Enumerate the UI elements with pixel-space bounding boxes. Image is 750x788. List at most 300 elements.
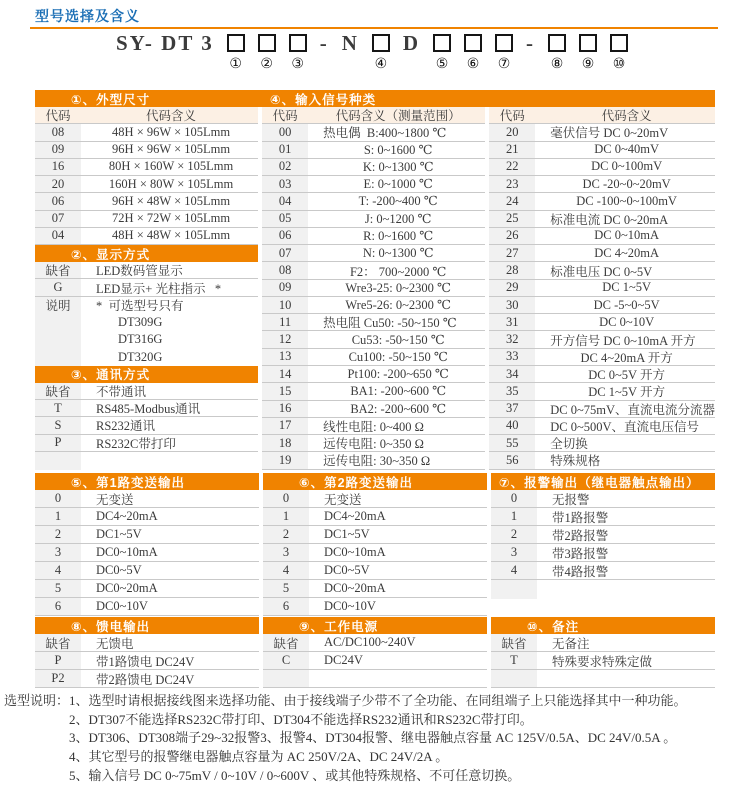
section-bar-alarm: ⑦、报警输出（继电器触点输出） <box>491 473 715 490</box>
code-cell: 09 <box>35 142 81 158</box>
code-cell: 2 <box>263 526 309 543</box>
value-cell <box>312 670 487 687</box>
table-row <box>35 417 258 434</box>
code-cell: 30 <box>489 297 535 313</box>
value-cell: DC4~20mA <box>324 509 386 523</box>
notes-label: 选型说明： <box>4 693 70 708</box>
table-row <box>263 634 487 652</box>
code-cell: 21 <box>489 142 535 158</box>
model-token <box>403 32 420 54</box>
table-row <box>489 228 715 245</box>
code-cell: 37 <box>489 401 535 417</box>
model-circled-number: ① <box>229 56 242 72</box>
value-cell: DC 0~40mV <box>594 142 660 157</box>
section-bar-supply: ⑨、工作电源 <box>263 617 487 634</box>
model-text: D <box>402 31 421 55</box>
table-row <box>262 297 485 314</box>
value-cell: Wre3-25: 0~2300 ℃ <box>345 280 451 295</box>
value-cell: DC1~5V <box>96 527 142 541</box>
table-row <box>263 580 487 598</box>
value-cell: 带2路馈电 DC24V <box>96 672 195 687</box>
code-cell: 20 <box>35 176 81 192</box>
value-cell: DC 1~5V <box>602 280 652 295</box>
table-row <box>489 280 715 297</box>
input-signal-rows-1 <box>262 124 485 469</box>
table-row <box>262 193 485 210</box>
display-rows <box>35 262 258 366</box>
value-cell: AC/DC100~240V <box>324 635 416 649</box>
code-cell: 33 <box>489 349 535 365</box>
feed-rows <box>35 634 259 688</box>
value-cell: DC0~10V <box>324 599 376 613</box>
table-row <box>489 159 715 176</box>
value-cell: 热电偶 B:400~1800 ℃ <box>323 126 447 141</box>
table-row <box>262 245 485 262</box>
table-row <box>262 349 485 366</box>
code-cell: 14 <box>262 366 308 382</box>
value-cell: S: 0~1600 ℃ <box>363 142 433 157</box>
value-cell: R: 0~1600 ℃ <box>363 228 434 243</box>
code-cell: 11 <box>262 314 308 330</box>
value-cell: DC1~5V <box>324 527 370 541</box>
model-option-box <box>548 34 566 52</box>
value-cell: 无备注 <box>552 636 590 651</box>
table-row <box>35 544 259 562</box>
code-cell: 08 <box>35 124 81 140</box>
table-row <box>262 435 485 452</box>
note-line: 4、其它型号的报警继电器触点容量为 AC 250V/2A、DC 24V/2A 。 <box>69 749 449 765</box>
title-underline <box>30 27 718 29</box>
table-row <box>262 262 485 279</box>
model-token <box>227 32 245 72</box>
value-cell: DC0~5V <box>324 563 370 577</box>
table-row <box>262 124 485 141</box>
value-cell: DT309G <box>118 315 163 330</box>
column-output-2 <box>263 473 487 613</box>
value-cell: DC 4~20mA 开方 <box>580 350 673 365</box>
table-row <box>35 562 259 580</box>
code-cell: 2 <box>491 526 537 543</box>
value-cell: DT316G <box>118 332 163 347</box>
model-token <box>320 32 329 54</box>
model-token <box>610 32 628 72</box>
code-cell: P2 <box>35 670 81 687</box>
section-bar-communication: ③、通讯方式 <box>35 366 258 383</box>
table-row <box>35 211 258 228</box>
model-option-box <box>495 34 513 52</box>
code-cell: 0 <box>35 490 81 507</box>
table-row <box>491 544 715 562</box>
input-signal-rows-2 <box>489 124 715 469</box>
model-circled-number: ④ <box>374 56 388 72</box>
column-dimensions <box>35 107 258 470</box>
table-row <box>262 211 485 228</box>
table-row <box>35 142 258 159</box>
code-cell: 34 <box>489 366 535 382</box>
header-code: 代码 <box>45 109 71 124</box>
table-row <box>35 262 258 279</box>
section-title-input-signals: ④、输入信号种类 <box>270 92 377 107</box>
code-cell: 04 <box>35 228 81 244</box>
code-cell: 缺省 <box>35 383 81 399</box>
code-cell: S <box>35 417 81 433</box>
note-line: 3、DT306、DT308端子29~32报警3、报警4、DT304报警、继电器触点容量 AC 125V/0.5A、DC 24V/0.5A 。 <box>69 730 677 746</box>
table-row <box>262 314 485 331</box>
header-meaning: 代码含义 <box>146 109 197 124</box>
value-cell: 带2路报警 <box>552 528 609 543</box>
table-row <box>35 279 258 296</box>
value-cell: DC0~20mA <box>96 581 158 595</box>
code-cell: 02 <box>262 159 308 175</box>
table-row <box>263 490 487 508</box>
code-cell: 35 <box>489 383 535 399</box>
table-row <box>262 142 485 159</box>
model-token <box>258 32 276 72</box>
code-cell: 0 <box>263 490 309 507</box>
code-cell: 10 <box>262 297 308 313</box>
table-row <box>489 452 715 469</box>
code-cell: 4 <box>263 562 309 579</box>
value-cell: BA2: -200~600 ℃ <box>350 401 447 416</box>
value-cell: Pt100: -200~650 ℃ <box>347 367 449 382</box>
value-cell: 48H × 96W × 105Lmm <box>112 124 231 139</box>
table-row <box>489 245 715 262</box>
table-row <box>263 670 487 688</box>
table-row <box>491 670 715 688</box>
header-meaning: 代码含义 <box>601 109 652 124</box>
code-cell: 07 <box>35 211 81 227</box>
value-cell: DC4~20mA <box>96 509 158 523</box>
value-cell: 96H × 96W × 105Lmm <box>112 142 231 157</box>
table-row <box>489 176 715 193</box>
code-cell: 19 <box>262 452 308 468</box>
code-cell: 31 <box>489 314 535 330</box>
model-circled-number: ⑦ <box>497 56 511 72</box>
table-row <box>263 544 487 562</box>
model-circled-number: ③ <box>291 56 304 72</box>
table-row <box>489 349 715 366</box>
value-cell: 标准电压 DC 0~5V <box>550 264 653 279</box>
header-code: 代码 <box>272 109 298 124</box>
value-cell: RS485-Modbus通讯 <box>96 402 201 417</box>
model-circled-number: ⑨ <box>581 56 595 72</box>
value-cell: DC 0~100mV <box>591 159 663 174</box>
code-cell: 6 <box>35 598 81 615</box>
table-header-row <box>262 107 485 124</box>
value-cell: 远传电阻: 0~350 Ω <box>323 437 424 452</box>
upper-tables <box>35 90 715 470</box>
value-cell: 160H × 80W × 105Lmm <box>108 176 234 191</box>
table-row <box>489 418 715 435</box>
table-row <box>489 331 715 348</box>
code-cell: 29 <box>489 280 535 296</box>
code-cell: 12 <box>262 331 308 347</box>
column-feed-power <box>35 617 259 687</box>
value-cell: 带1路馈电 DC24V <box>96 654 195 669</box>
table-row <box>35 193 258 210</box>
model-option-box <box>464 34 482 52</box>
table-row <box>489 383 715 400</box>
model-circled-number: ⑤ <box>435 56 449 72</box>
code-cell: 55 <box>489 435 535 451</box>
column-input-signals-1 <box>262 107 485 470</box>
table-row <box>489 211 715 228</box>
table-row <box>489 314 715 331</box>
code-cell: 2 <box>35 526 81 543</box>
value-cell: 96H × 48W × 105Lmm <box>112 193 231 208</box>
value-cell: E: 0~1000 ℃ <box>363 177 433 192</box>
value-cell: F2： 700~2000 ℃ <box>349 264 447 279</box>
table-row <box>491 490 715 508</box>
model-token <box>548 32 566 72</box>
table-row <box>262 383 485 400</box>
model-token <box>579 32 597 72</box>
table-row <box>35 580 259 598</box>
code-cell: 23 <box>489 176 535 192</box>
code-cell: 05 <box>262 211 308 227</box>
code-cell <box>35 348 81 365</box>
table-row <box>489 435 715 452</box>
code-cell: 16 <box>262 401 308 417</box>
value-cell: 热电阻 Cu50: -50~150 ℃ <box>323 316 457 331</box>
supply-rows <box>263 634 487 688</box>
model-option-box <box>610 34 628 52</box>
table-row <box>262 401 485 418</box>
table-row <box>262 176 485 193</box>
value-cell <box>540 670 715 687</box>
code-cell: 18 <box>262 435 308 451</box>
table-row <box>35 331 258 348</box>
value-cell: DC24V <box>324 653 363 667</box>
table-row <box>491 526 715 544</box>
code-cell: 1 <box>491 508 537 525</box>
table-row <box>35 124 258 141</box>
value-cell: DC0~10V <box>96 599 148 613</box>
code-cell: 6 <box>263 598 309 615</box>
value-cell: Cu100: -50~150 ℃ <box>348 349 448 364</box>
value-cell: 无变送 <box>324 492 362 507</box>
dimension-rows <box>35 124 258 245</box>
model-circled-number: ⑥ <box>466 56 480 72</box>
code-cell: 07 <box>262 245 308 261</box>
code-cell: 缺省 <box>491 634 537 651</box>
section-bar-output1: ⑤、第1路变送输出 <box>35 473 259 490</box>
model-option-box <box>289 34 307 52</box>
table-row <box>489 366 715 383</box>
value-cell: 特殊要求特殊定做 <box>552 654 653 669</box>
value-cell: 无变送 <box>96 492 134 507</box>
table-header-row <box>35 107 258 124</box>
model-option-box <box>579 34 597 52</box>
model-option-box <box>372 34 390 52</box>
table-row <box>262 452 485 469</box>
lower-tables <box>35 617 715 687</box>
code-cell <box>35 314 81 331</box>
communication-rows <box>35 383 258 452</box>
code-cell: 06 <box>35 193 81 209</box>
model-option-box <box>227 34 245 52</box>
code-cell: 20 <box>489 124 535 140</box>
code-cell: 32 <box>489 331 535 347</box>
value-cell: DC -100~0~100mV <box>576 193 677 208</box>
value-cell: K: 0~1300 ℃ <box>362 159 434 174</box>
column-output-1 <box>35 473 259 613</box>
table-row <box>489 297 715 314</box>
table-row <box>263 508 487 526</box>
value-cell: DC0~20mA <box>324 581 386 595</box>
column-supply <box>263 617 487 671</box>
table-filler <box>491 580 715 599</box>
code-cell: 40 <box>489 418 535 434</box>
value-cell: DC 0~75mV、直流电流分流器 <box>550 402 716 417</box>
model-token <box>289 32 307 72</box>
code-cell: 4 <box>35 562 81 579</box>
code-cell: 缺省 <box>35 262 81 278</box>
model-text: - <box>526 31 536 55</box>
code-cell: 13 <box>262 349 308 365</box>
middle-tables <box>35 473 715 613</box>
table-row <box>35 383 258 400</box>
table-filler <box>35 452 258 470</box>
value-cell: RS232通讯 <box>96 419 156 434</box>
code-cell: 24 <box>489 193 535 209</box>
value-cell: 48H × 48W × 105Lmm <box>112 228 231 243</box>
table-row <box>489 124 715 141</box>
code-cell: 0 <box>491 490 537 507</box>
code-cell: 28 <box>489 262 535 278</box>
value-cell: 开方信号 DC 0~10mA 开方 <box>550 333 696 348</box>
table-row <box>491 562 715 580</box>
table-row <box>489 193 715 210</box>
table-row <box>262 159 485 176</box>
code-cell: 00 <box>262 124 308 140</box>
section-title-dimensions: ①、外型尺寸 <box>71 92 151 107</box>
page-title: 型号选择及含义 <box>35 8 140 24</box>
table-row <box>35 634 259 652</box>
table-row <box>35 159 258 176</box>
table-row <box>262 228 485 245</box>
table-row <box>263 562 487 580</box>
model-token <box>116 32 214 54</box>
value-cell: 带3路报警 <box>552 546 609 561</box>
value-cell: DT320G <box>118 349 163 364</box>
table-row <box>262 280 485 297</box>
code-cell: P <box>35 435 81 451</box>
note-line: 1、选型时请根据接线图来选择功能、由于接线端子少带不了全功能、在同组端子上只能选择其中一种功能。 <box>69 693 687 708</box>
table-row <box>35 228 258 245</box>
note-line: 5、输入信号 DC 0~75mV / 0~10V / 0~600V 、或其他特殊规格、不可任意切换。 <box>69 767 521 783</box>
value-cell: BA1: -200~600 ℃ <box>350 384 447 399</box>
value-cell: 72H × 72W × 105Lmm <box>112 211 231 226</box>
code-cell: 1 <box>263 508 309 525</box>
code-cell: 16 <box>35 159 81 175</box>
code-cell: 25 <box>489 211 535 227</box>
table-row <box>491 508 715 526</box>
value-cell: DC 0~10V <box>599 314 655 329</box>
table-row <box>489 142 715 159</box>
table-row <box>262 418 485 435</box>
model-circled-number: ② <box>260 56 273 72</box>
code-cell: 5 <box>263 580 309 597</box>
code-cell: G <box>35 279 81 295</box>
output1-rows <box>35 490 259 616</box>
model-token <box>495 32 513 72</box>
code-cell <box>263 670 309 687</box>
value-cell: 远传电阻: 30~350 Ω <box>323 454 431 469</box>
value-cell: 毫伏信号 DC 0~20mV <box>550 126 669 141</box>
value-cell: 全切换 <box>550 437 588 452</box>
value-cell: Wre5-26: 0~2300 ℃ <box>345 298 451 313</box>
table-row <box>35 400 258 417</box>
table-row <box>35 297 258 314</box>
lower-columns <box>35 617 715 687</box>
code-cell: 缺省 <box>263 634 309 651</box>
remark-rows <box>491 634 715 688</box>
model-circled-number: ⑧ <box>550 56 564 72</box>
code-cell: T <box>35 400 81 416</box>
table-row <box>491 634 715 652</box>
table-row <box>491 652 715 670</box>
code-cell: 3 <box>35 544 81 561</box>
value-cell: T: -200~400 ℃ <box>358 194 438 209</box>
code-cell: 06 <box>262 228 308 244</box>
code-cell: 09 <box>262 280 308 296</box>
table-row <box>35 598 259 616</box>
output2-rows <box>263 490 487 616</box>
section-bar-output2: ⑥、第2路变送输出 <box>263 473 487 490</box>
model-text: - <box>319 31 329 55</box>
model-text: N <box>341 31 359 55</box>
code-cell: T <box>491 652 537 669</box>
value-cell: 80H × 160W × 105Lmm <box>108 159 234 174</box>
code-cell: 说明 <box>35 297 81 314</box>
code-cell <box>35 331 81 348</box>
value-cell: * 可选型号只有 <box>96 299 184 314</box>
code-cell: C <box>263 652 309 669</box>
value-cell: 带4路报警 <box>552 564 609 579</box>
column-input-signals-2 <box>489 107 715 470</box>
value-cell: LED显示+ 光柱指示 * <box>96 281 222 296</box>
code-cell: 27 <box>489 245 535 261</box>
value-cell: LED数码管显示 <box>96 264 183 279</box>
code-cell <box>491 670 537 687</box>
value-cell: J: 0~1200 ℃ <box>364 211 432 226</box>
code-cell: 1 <box>35 508 81 525</box>
section-bar-top <box>35 90 715 107</box>
model-option-box <box>433 34 451 52</box>
value-cell: 特殊规格 <box>550 454 601 469</box>
value-cell: DC0~5V <box>96 563 142 577</box>
model-token <box>342 32 359 54</box>
model-token <box>372 32 390 72</box>
table-row <box>262 331 485 348</box>
table-row <box>263 526 487 544</box>
value-cell: DC -20~0~20mV <box>582 176 671 191</box>
table-row <box>35 490 259 508</box>
column-remarks <box>491 617 715 671</box>
section-bar-feed: ⑧、馈电输出 <box>35 617 259 634</box>
table-row <box>489 262 715 279</box>
table-row <box>35 176 258 193</box>
model-code-line <box>116 32 641 72</box>
header-meaning: 代码含义（测量范围） <box>335 109 461 124</box>
notes-list <box>69 692 746 786</box>
value-cell: 不带通讯 <box>96 384 147 399</box>
model-token <box>433 32 451 72</box>
value-cell: DC 0~5V 开方 <box>588 368 665 383</box>
value-cell: N: 0~1300 ℃ <box>362 246 434 261</box>
code-cell: 15 <box>262 383 308 399</box>
